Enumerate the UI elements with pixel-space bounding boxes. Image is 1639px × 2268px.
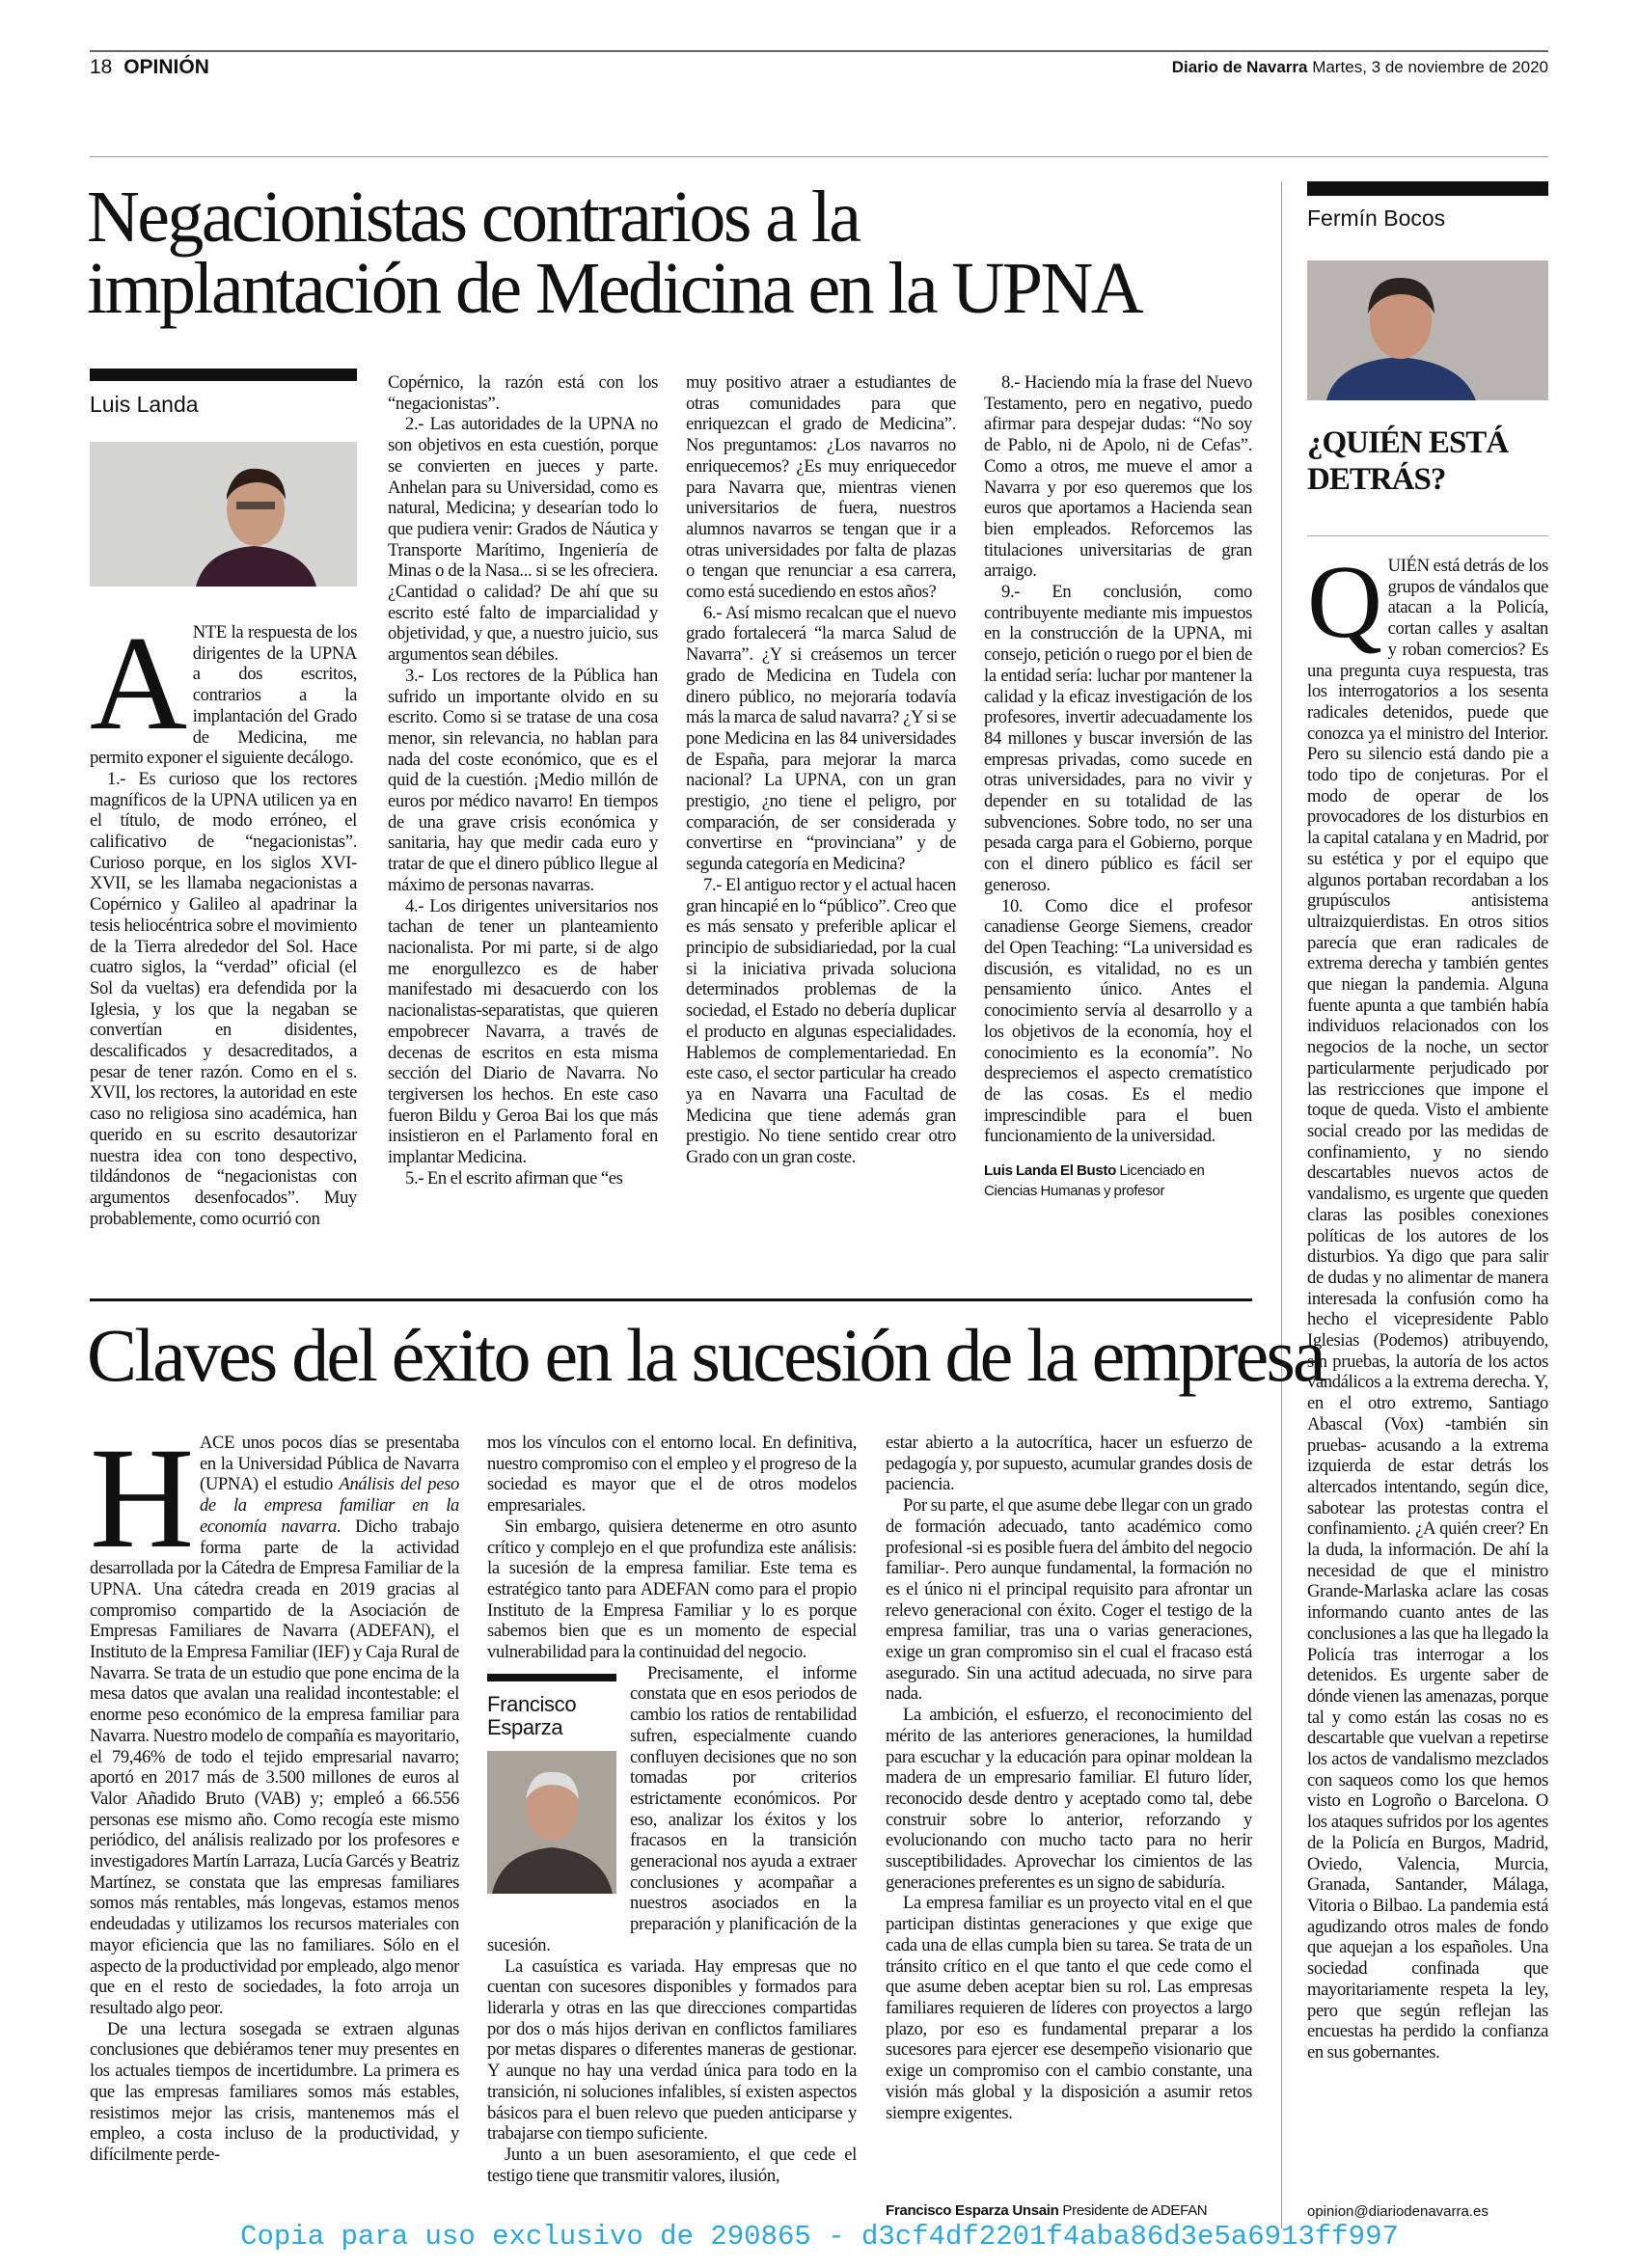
column-paragraph: UIÉN está detrás de los grupos de vándalos que atacan a la Policía, cortan calles y asaltan y roban comercios? Es una pregunta cuya respuesta, tras los interrogatorios a los sesenta radicales detenidos, puede que conozca ya el ministro del Interior. Pero su silencio está dando pie a todo tipo de conjeturas. Por el modo de operar de los provocadores de los disturbios en la capital catalana y en Madrid, por su estética y por el equipo que algunos portaban recordaban a los grupúsculos antisistema ultraizquierdistas. En otros sitios parecía que eran radicales de extrema derecha y también gentes que niegan la pandemia. Alguna fuente apunta a que también había individuos relacionados con los negocios de la noche, un sector particularmente perjudicado por las restricciones que impone el toque de queda. Visto el ambiente social creado por las medidas de confinamiento, y no siendo descartables nuevos actos de vandalismo, es urgente que queden claras las posibles conexiones políticas de los autores de los disturbios. Ya digo que para salir de dudas y no alimentar de manera interesada la confusión como ha hecho el vicepresidente Pablo Iglesias (Podemos) atribuyendo, sin pruebas, la autoría de los actos vandálicos a la extrema derecha. Y, en el otro extremo, Santiago Abascal (Vox) -también sin pruebas- acusando a la extrema izquierda de estar detrás los altercados intentando, según dice, sabotear las protestas contra el confinamiento. ¿A quién creer? En la duda, la información. De ahí la necesidad de que el ministro Grande-Marlaska aclare las cosas informando cuanto antes de las conclusiones a las que ha llegado la Policía tras interrogar a los detenidos. Es urgente saber de dónde vienen las amenazas, porque tal y como están las cosas no es descartable que vuelvan a repetirse los actos de vandalismo mezclados con saqueos como los que hemos visto en Logroño o Barcelona. O los ataques sufridos por los agentes de la Policía en Burgos, Madrid, Oviedo, Valencia, Murcia, Granada, Santander, Málaga, Vitoria o Bilbao. La pandemia está agudizando otros males de fondo que aquejan a los españoles. Una sociedad confinada que mayoritariamente respeta la ley, pero que según reflejan las encuestas ha perdido la confianza en sus gobernantes.	[1307, 556, 1548, 2063]
article2-signature	[886, 2200, 1207, 2221]
signature-name: Francisco Esparza Unsain	[886, 2202, 1059, 2219]
title-divider	[1307, 535, 1548, 536]
article1-column-1	[90, 609, 357, 1229]
column-top-bar	[1307, 181, 1548, 196]
drop-cap: A	[90, 609, 187, 758]
article2-column-3	[886, 1433, 1252, 2123]
article1-signature	[984, 1161, 1252, 1201]
column-divider	[1281, 181, 1282, 2228]
article-paragraph: 3.- Los rectores de la Pública han sufrido un importante olvido en su escrito. Como si se tratase de una cosa menor, sin relevancia, no hablan para nada del coste económico, que es el quid de la cuestión. ¡Medio millón de euros por médico navarro! En tiempos de una grave crisis económica y sanitaria, hay que medir cada euro y tratar de que el dinero público llegue al máximo de personas navarras.	[388, 665, 658, 895]
article1-column-4	[984, 372, 1252, 1201]
newspaper-name: Diario de Navarra	[1171, 58, 1308, 76]
author-photo-francisco-esparza	[487, 1751, 616, 1894]
article1-column-2	[388, 372, 658, 1189]
page-number: 18	[90, 56, 113, 78]
article-paragraph: La ambición, el esfuerzo, el reconocimiento del mérito de las anteriores generaciones, la humildad para escuchar y la educación para opinar moldean la madera de un empresario familiar. El futuro líder, reconocido desde dentro y aceptado como tal, debe construir sobre lo anterior, reforzando y evolucionando con mucho tacto para no herir susceptibilidades. Aprovechar los cimientos de las generaciones preferentes es un signo de sabiduría.	[886, 1705, 1252, 1893]
article2-author: Francisco Esparza	[487, 1692, 577, 1739]
article-paragraph: 10. Como dice el profesor canadiense George Siemens, creador del Open Teaching: “La universidad es discusión, es vitalidad, no es un pensamiento único. Antes el conocimiento servía al desarrollo y a los objetivos de la economía, hoy el conocimiento es la economía”. No despreciemos el aspecto crematístico de las cosas. Es el medio imprescindible para el buen funcionamiento de la universidad.	[984, 895, 1252, 1147]
top-rule	[90, 50, 1548, 52]
article2-headline: Claves del éxito en la sucesión de la empresa	[87, 1313, 1324, 1397]
issue-date: Martes, 3 de noviembre de 2020	[1312, 58, 1548, 76]
article-paragraph: NTE la respuesta de los dirigentes de la UPNA a dos escritos, contrarios a la implantación del Grado de Medicina, me permito exponer el siguiente decálogo.	[90, 622, 357, 769]
column-email-link[interactable]: opinion@diariodenavarra.es	[1307, 2203, 1489, 2220]
column-body	[1307, 545, 1548, 2063]
copy-watermark: Copia para uso exclusivo de 290865 - d3cf4df2201f4aba86d3e5a6913ff997	[240, 2221, 1399, 2253]
byline-bar	[90, 369, 357, 381]
author-photo-fermin-bocos	[1307, 260, 1548, 400]
drop-cap: H	[90, 1418, 194, 1578]
article-paragraph: Sin embargo, quisiera detenerme en otro asunto crítico y complejo en el que profundiza este análisis: la sucesión de la empresa familiar. Este tema es estratégico tanto para ADEFAN como para el propio Instituto de la Empresa Familiar y lo es porque sabemos bien que es un momento de especial vulnerabilidad para la continuidad del negocio.	[487, 1516, 857, 1663]
header-right	[1172, 58, 1548, 77]
article-paragraph: Copérnico, la razón está con los “negacionistas”.	[388, 372, 658, 414]
article1-column-3	[686, 372, 956, 1168]
columnist-name: Fermín Bocos	[1307, 205, 1446, 231]
article-paragraph: Por su parte, el que asume debe llegar con un grado de formación adecuado, tanto académico como profesional -si es posible fuera del ámbito del negocio familiar-. Pero aunque fundamental, la formación no es el único ni el principal requisito para afrontar un relevo generacional con éxito. Coger el testigo de la empresa familiar, tras una o varias generaciones, exige un gran compromiso sin el cual el fracaso está asegurado. Sin una actitud adecuada, no sirve para nada.	[886, 1495, 1252, 1705]
article-paragraph: 8.- Haciendo mía la frase del Nuevo Testamento, pero en negativo, puedo afirmar para despejar dudas: “No soy de Pablo, ni de Apolo, ni de Cefas”. Como a otros, me mueve el amor a Navarra y por eso queremos que los euros que aportamos a Hacienda sean bien empleados. Reforcemos las titulaciones universitarias de gran arraigo.	[984, 372, 1252, 582]
signature-name: Luis Landa El Busto	[984, 1162, 1116, 1180]
study-title: Análisis del peso de la empresa familiar en la economía navarra	[199, 1474, 459, 1537]
article-paragraph: muy positivo atraer a estudiantes de otras comunidades para que enriquezcan el grado de Medicina”. Nos preguntamos: ¿Los navarros no enriquecemos? ¿Es muy enriquecedor para Navarra que, mientras vienen universitarios de fuera, nuestros alumnos navarros se tengan que ir a otras universidades por falta de plazas o tengan que renunciar a esa carrera, como está sucediendo en estos años?	[686, 372, 956, 603]
article-paragraph: 5.- En el escrito afirman que “es	[405, 1167, 623, 1189]
article-paragraph: mos los vínculos con el entorno local. En definitiva, nuestro compromiso con el empleo y el progreso de la sociedad es mayor que el de otros modelos empresariales.	[487, 1433, 857, 1517]
article-paragraph: La empresa familiar es un proyecto vital en el que participan distintas generaciones y que exige que cada una de ellas cumpla bien su tarea. Se trata de un tránsito crítico en el que tanto el que cede como el que asume deben aceptar bien su rol. Las empresas familiares requieren de líderes con proyectos a largo plazo, por eso es fundamental preparar a los sucesores para ejercer ese desempeño visionario que exige un compromiso con el cambio constante, una visión más global y la disposición a asumir retos siempre exigentes.	[886, 1893, 1252, 2123]
headline-line: Negacionistas contrarios a la	[87, 177, 860, 258]
article-paragraph: La casuística es variada. Hay empresas que no cuentan con sucesores disponibles y formados para liderarla y otras en las que direcciones compartidas por dos o más hijos derivan en conflictos familiares por metas dispares o diferentes maneras de gestionar. Y aunque no hay una verdad única para todo en la transición, ni soluciones infalibles, sí existen aspectos básicos para el buen relevo que pueden anticiparse y trabajarse con tiempo suficiente.	[487, 1955, 857, 2145]
article-paragraph: 6.- Así mismo recalcan que el nuevo grado fortalecerá “la marca Salud de Navarra”. ¿Y si creásemos un tercer grado de Medicina en Tudela con dinero público, no mejoraría todavía más la marca de salud navarra? ¿Y si se pone Medicina en las 84 universidades de España, para mejorar la marca nacional? La UPNA, con un gran prestigio, ¿no tiene el peligro, por comparación, de ser considerada y convertirse en “provinciana” y de segunda categoría en Medicina?	[686, 602, 956, 875]
article-paragraph: 7.- El antiguo rector y el actual hacen gran hincapié en lo “público”. Creo que es más sensato y preferible aplicar el principio de subsidiariedad, por la cual si la iniciativa privada soluciona determinados problemas de la sociedad, el Estado no debería duplicar el producto en algunas especialidades. Hablemos de complementariedad. En este caso, el sector particular ha creado ya en Navarra una Facultad de Medicina que tiene además gran prestigio. No tiene sentido crear otro Grado con un gran coste.	[686, 874, 956, 1168]
article1-headline	[87, 177, 1142, 329]
article-paragraph: Precisamente, el informe constata que en esos periodos de cambio los ratios de rentabilidad sufren, especialmente cuando confluyen decisiones que no son tomadas por criterios estrictamente económicos. Por eso, analizar los éxitos y los fracasos en la transición generacional nos ayuda a extraer conclusiones y acompañar a nuestros asociados en la preparación y planificación de la sucesión.	[487, 1662, 857, 1955]
article-paragraph: 1.- Es curioso que los rectores magníficos de la UPNA utilicen ya en el título, de modo erróneo, el calificativo de “negacionistas”. Curioso porque, en los siglos XVI-XVII, se les llamaba negacionistas a Copérnico y Galileo al apadrinar la tesis heliocéntrica sobre el movimiento de la Tierra alrededor del Sol. Hace cuatro siglos, la “verdad” oficial (el Sol da vueltas) era defendida por la Iglesia, y los que la negaban se convertían en disidentes, descalificados y desacreditados, a pesar de tener razón. Como en el s. XVII, los rectores, la autoridad en este caso no religiosa sino académica, han querido en su escrito desautorizar nuestra idea con tono despectivo, tildándonos de “negacionistas con argumentos desenfocados”. Muy probablemente, como ocurrió con	[90, 768, 357, 1229]
signature-role: Presidente de ADEFAN	[1062, 2202, 1208, 2219]
author-box	[487, 1674, 616, 1915]
article-paragraph: 4.- Los dirigentes universitarios nos tachan de tener un planteamiento nacionalista. Por mi parte, si de algo me enorgullezco es de haber manifestado mi desacuerdo con los nacionalistas-separatistas, que quieren empobrecer Navarra, a través de decenas de escritos en esta misma sección del Diario de Navarra. No tergiversen los hechos. En este caso fueron Bildu y Geroa Bai los que más insistieron en el Parlamento foral en implantar Medicina.	[388, 895, 658, 1168]
byline-bar	[487, 1674, 616, 1681]
article-paragraph: Junto a un buen asesoramiento, el que cede el testigo tiene que transmitir valores, ilusión,	[487, 2144, 857, 2186]
article2-column-1	[90, 1418, 459, 2166]
article-paragraph: 9.- En conclusión, como contribuyente mediante mis impuestos en la construcción de la UPNA, mi consejo, petición o ruego por el bien de la entidad sería: luchar por mantener la calidad y la eficaz investigación de los profesores, invertir adecuadamente los 84 millones y buscar inversión de las empresas privadas, como sucede en otras universidades, para no vivir y depender en su totalidad de las subvenciones. Sobre todo, no ser una pesada carga para el Gobierno, porque con el dinero público es fácil ser generoso.	[984, 582, 1252, 895]
article-paragraph: estar abierto a la autocrítica, hacer un esfuerzo de pedagogía y, por supuesto, acumular grandes dosis de paciencia.	[886, 1433, 1252, 1495]
text: ACE unos pocos días se presentaba en la Universidad Pública de Navarra (UPNA) el estudio	[199, 1433, 459, 1495]
article1-author: Luis Landa	[90, 392, 199, 417]
article2-column-2	[487, 1433, 857, 2186]
text: . Dicho trabajo forma parte de la actividad desarrollada por la Cátedra de Empresa Familiar de la UPNA. Una cátedra creada en 2019 gracias al compromiso compartido de la Asociación de Empresas Familiares de Navarra (ADEFAN), el Instituto de la Empresa Familiar (IEF) y Caja Rural de Navarra. Se trata de un estudio que pone encima de la mesa datos que avalan una realidad incontestable: el enorme peso económico de la empresa familiar para Navarra. Nuestro modelo de compañía es mayoritario, el 79,46% de todo el tejido empresarial navarro; aportó en 2017 más de 3.500 millones de euros al Valor Añadido Bruto (VAB) y; empleó a 66.556 personas ese mismo año. Como recogía este mismo periódico, del análisis realizado por los profesores e investigadores Martín Larraza, Lucía Garcés y Beatriz Martínez, se constata que las empresas familiares somos más rentables, más longevas, estamos menos endeudadas y utilizamos los recursos materiales con mayor eficiencia que las no familiares. Sólo en el aspecto de la productividad por empleado, algo menor que en el resto de sociedades, la foto arroja un resultado algo peor.	[90, 1516, 459, 2018]
article-paragraph: 2.- Las autoridades de la UPNA no son objetivos en esta cuestión, porque se convierten en jueces y parte. Anhelan para su Universidad, como es natural, Medicina; y desearían todo lo que pudiera venir: Grados de Náutica y Transporte Marítimo, Ingeniería de Minas o de la Nasa... si se les ofreciera. ¿Cantidad o calidad? De ahí que su escrito esté falto de imparcialidad y objetividad, y que, a nuestro juicio, sus argumentos sean débiles.	[388, 414, 658, 666]
article-divider	[90, 1298, 1252, 1301]
page-header	[90, 56, 1548, 83]
header-divider	[90, 156, 1548, 157]
article-paragraph: De una lectura sosegada se extraen algunas conclusiones que debiéramos tener muy presentes en los actuales tiempos de incertidumbre. La primera es que las empresas familiares somos más estables, resistimos mejor las crisis, mantenemos más el empleo, a costa incluso de la productividad, y difícilmente perde-	[90, 2018, 459, 2165]
author-photo-luis-landa	[90, 442, 357, 587]
headline-line: implantación de Medicina en la UPNA	[87, 248, 1142, 329]
drop-cap: Q	[1307, 545, 1382, 660]
column-title: ¿QUIÉN ESTÁ DETRÁS?	[1307, 425, 1509, 497]
section-name: OPINIÓN	[123, 56, 209, 78]
signature-role: Licenciado en Ciencias Humanas y profesor	[984, 1162, 1205, 1200]
